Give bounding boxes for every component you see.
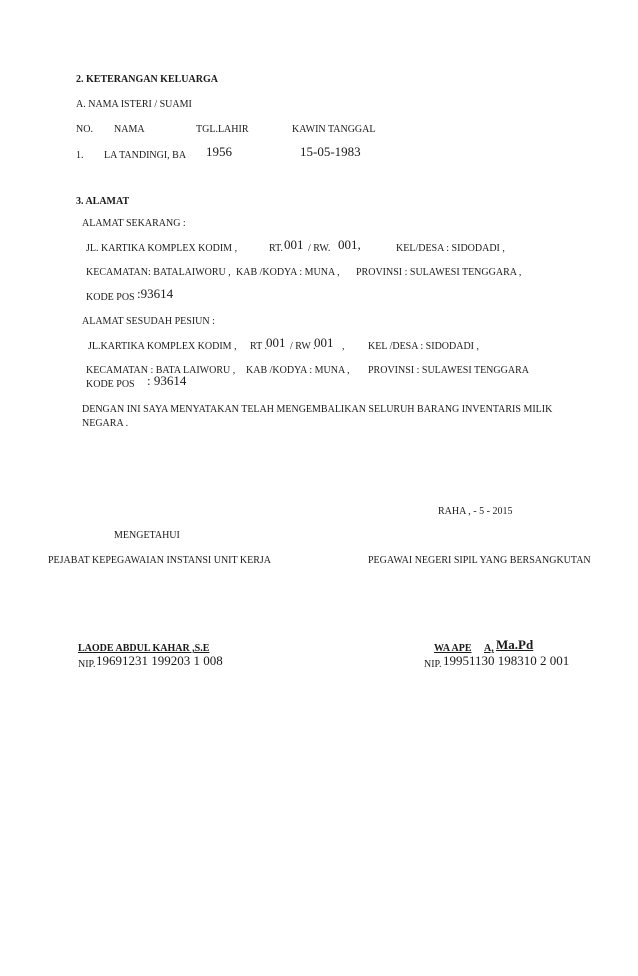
sekarang-rw-value: 001,	[338, 237, 361, 252]
alamat-sekarang-label: ALAMAT SEKARANG :	[82, 218, 186, 229]
pensiun-kodepos-value: : 93614	[147, 373, 187, 388]
section-heading-keluarga: 2. KETERANGAN KELUARGA	[76, 74, 218, 85]
pensiun-comma: ,	[342, 341, 345, 352]
sekarang-jalan: JL. KARTIKA KOMPLEX KODIM ,	[86, 243, 238, 254]
pensiun-kabupaten: KAB /KODYA : MUNA ,	[246, 365, 350, 376]
sekarang-kodepos-label: KODE POS	[86, 292, 135, 303]
pensiun-rw-label: / RW .	[290, 341, 316, 352]
pensiun-rw-value: 001	[314, 335, 334, 350]
sekarang-rt-label: RT.	[269, 243, 283, 254]
row-tgl-lahir: 1956	[206, 144, 232, 159]
column-header-no: NO.	[76, 124, 93, 135]
pegawai-nip-value: 19951130 198310 2 001	[443, 653, 570, 668]
pegawai-nama-part-2: A,	[484, 643, 494, 654]
sekarang-rw-label: / RW.	[308, 243, 331, 254]
section-heading-alamat: 3. ALAMAT	[76, 196, 130, 207]
row-nama: LA TANDINGI, BA	[104, 150, 187, 161]
sekarang-kabupaten: KAB /KODYA : MUNA ,	[236, 267, 340, 278]
alamat-pensiun-label: ALAMAT SESUDAH PESIUN :	[82, 316, 215, 327]
pejabat-nama: LAODE ABDUL KAHAR ,S.E	[78, 643, 210, 654]
sekarang-rt-value: 001	[284, 237, 304, 252]
pensiun-kecamatan: KECAMATAN : BATA LAIWORU ,	[86, 365, 236, 376]
pejabat-nip-value: 19691231 199203 1 008	[96, 653, 223, 668]
pegawai-nama-part-1: WA APE	[434, 643, 472, 654]
pejabat-label: PEJABAT KEPEGAWAIAN INSTANSI UNIT KERJA	[48, 555, 272, 566]
pensiun-provinsi: PROVINSI : SULAWESI TENGGARA	[368, 365, 529, 376]
row-no: 1.	[76, 150, 84, 161]
pernyataan-line-1: DENGAN INI SAYA MENYATAKAN TELAH MENGEMBALIKAN SELURUH BARANG INVENTARIS MILIK	[82, 404, 553, 415]
pegawai-label: PEGAWAI NEGERI SIPIL YANG BERSANGKUTAN	[368, 555, 591, 566]
sekarang-kecamatan: KECAMATAN: BATALAIWORU ,	[86, 267, 231, 278]
column-header-tgl-lahir: TGL.LAHIR	[196, 124, 249, 135]
pernyataan-line-2: NEGARA .	[82, 418, 129, 429]
sekarang-kodepos-value: :93614	[137, 286, 174, 301]
pensiun-rt-value: 001	[266, 335, 286, 350]
tempat-tanggal: RAHA , - 5 - 2015	[438, 506, 513, 517]
pensiun-rt-label: RT .	[250, 341, 267, 352]
column-header-kawin-tanggal: KAWIN TANGGAL	[292, 124, 376, 135]
subheading-isteri-suami: A. NAMA ISTERI / SUAMI	[76, 99, 192, 110]
pensiun-jalan: JL.KARTIKA KOMPLEX KODIM ,	[88, 341, 237, 352]
row-kawin-tanggal: 15-05-1983	[300, 144, 361, 159]
sekarang-provinsi: PROVINSI : SULAWESI TENGGARA ,	[356, 267, 522, 278]
pensiun-kelurahan: KEL /DESA : SIDODADI ,	[368, 341, 480, 352]
pegawai-nip-label: NIP.	[424, 659, 442, 670]
pegawai-nama-part-3: Ma.Pd	[496, 637, 534, 652]
pejabat-nip-label: NIP.	[78, 659, 96, 670]
mengetahui-label: MENGETAHUI	[114, 530, 180, 541]
column-header-nama: NAMA	[114, 124, 145, 135]
sekarang-kelurahan: KEL/DESA : SIDODADI ,	[396, 243, 505, 254]
pensiun-kodepos-label: KODE POS	[86, 379, 135, 390]
